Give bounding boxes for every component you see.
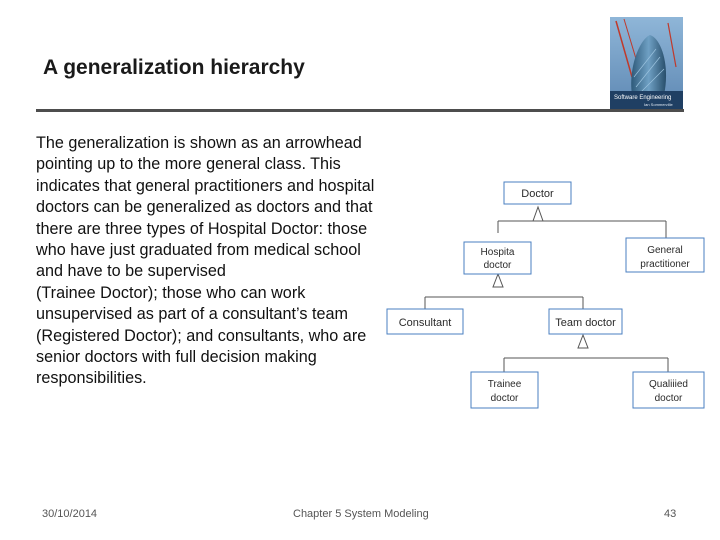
generalization-arrowhead (493, 274, 503, 287)
book-cover-logo (610, 17, 683, 109)
class-consultant (387, 309, 463, 334)
class-trainee-doctor (471, 372, 538, 408)
class-hospital-label-1: Hospita (480, 247, 515, 258)
class-general-practitioner (626, 238, 704, 272)
class-qualified-doctor (633, 372, 704, 408)
footer-chapter: Chapter 5 System Modeling (293, 508, 429, 520)
class-gp-label-2: practitioner (640, 259, 690, 270)
class-doctor-label: Doctor (521, 188, 554, 200)
footer-page-number: 43 (664, 508, 677, 520)
class-trainee-label-2: doctor (490, 393, 519, 404)
footer-date: 30/10/2014 (42, 508, 98, 520)
generalization-diagram (384, 175, 714, 415)
class-hospital-label-2: doctor (483, 260, 512, 271)
class-qualified-label-1: Qualiiied (649, 379, 688, 390)
logo-author-text: Ian Sommerville (644, 102, 673, 107)
class-doctor (504, 182, 571, 204)
logo-title-text: Software Engineering (614, 95, 672, 101)
class-gp-label-1: General (647, 245, 683, 256)
class-team-label: Team doctor (555, 317, 616, 329)
generalization-arrowhead (533, 207, 543, 221)
generalization-arrowhead (578, 335, 588, 348)
slide-body-text: The generalization is shown as an arrowhead pointing up to the more general class. This indicates that general practitioners and hospital doctors can be generalized as doctors and that there are three types of Hospital Doctor: those who have just graduated from medical school and have to be supervised (Trainee Doctor); those who can work unsupervised as part of a consultant’s team (Registered Doctor); and consultants, who are senior doctors with full decision making responsibilities. (36, 134, 375, 388)
class-trainee-label-1: Trainee (487, 379, 522, 390)
class-team-doctor (549, 309, 622, 334)
slide-title: A generalization hierarchy (43, 56, 305, 79)
class-qualified-label-2: doctor (654, 393, 683, 404)
class-hospital-doctor (464, 242, 531, 274)
class-consultant-label: Consultant (398, 317, 452, 329)
title-divider (36, 109, 684, 112)
